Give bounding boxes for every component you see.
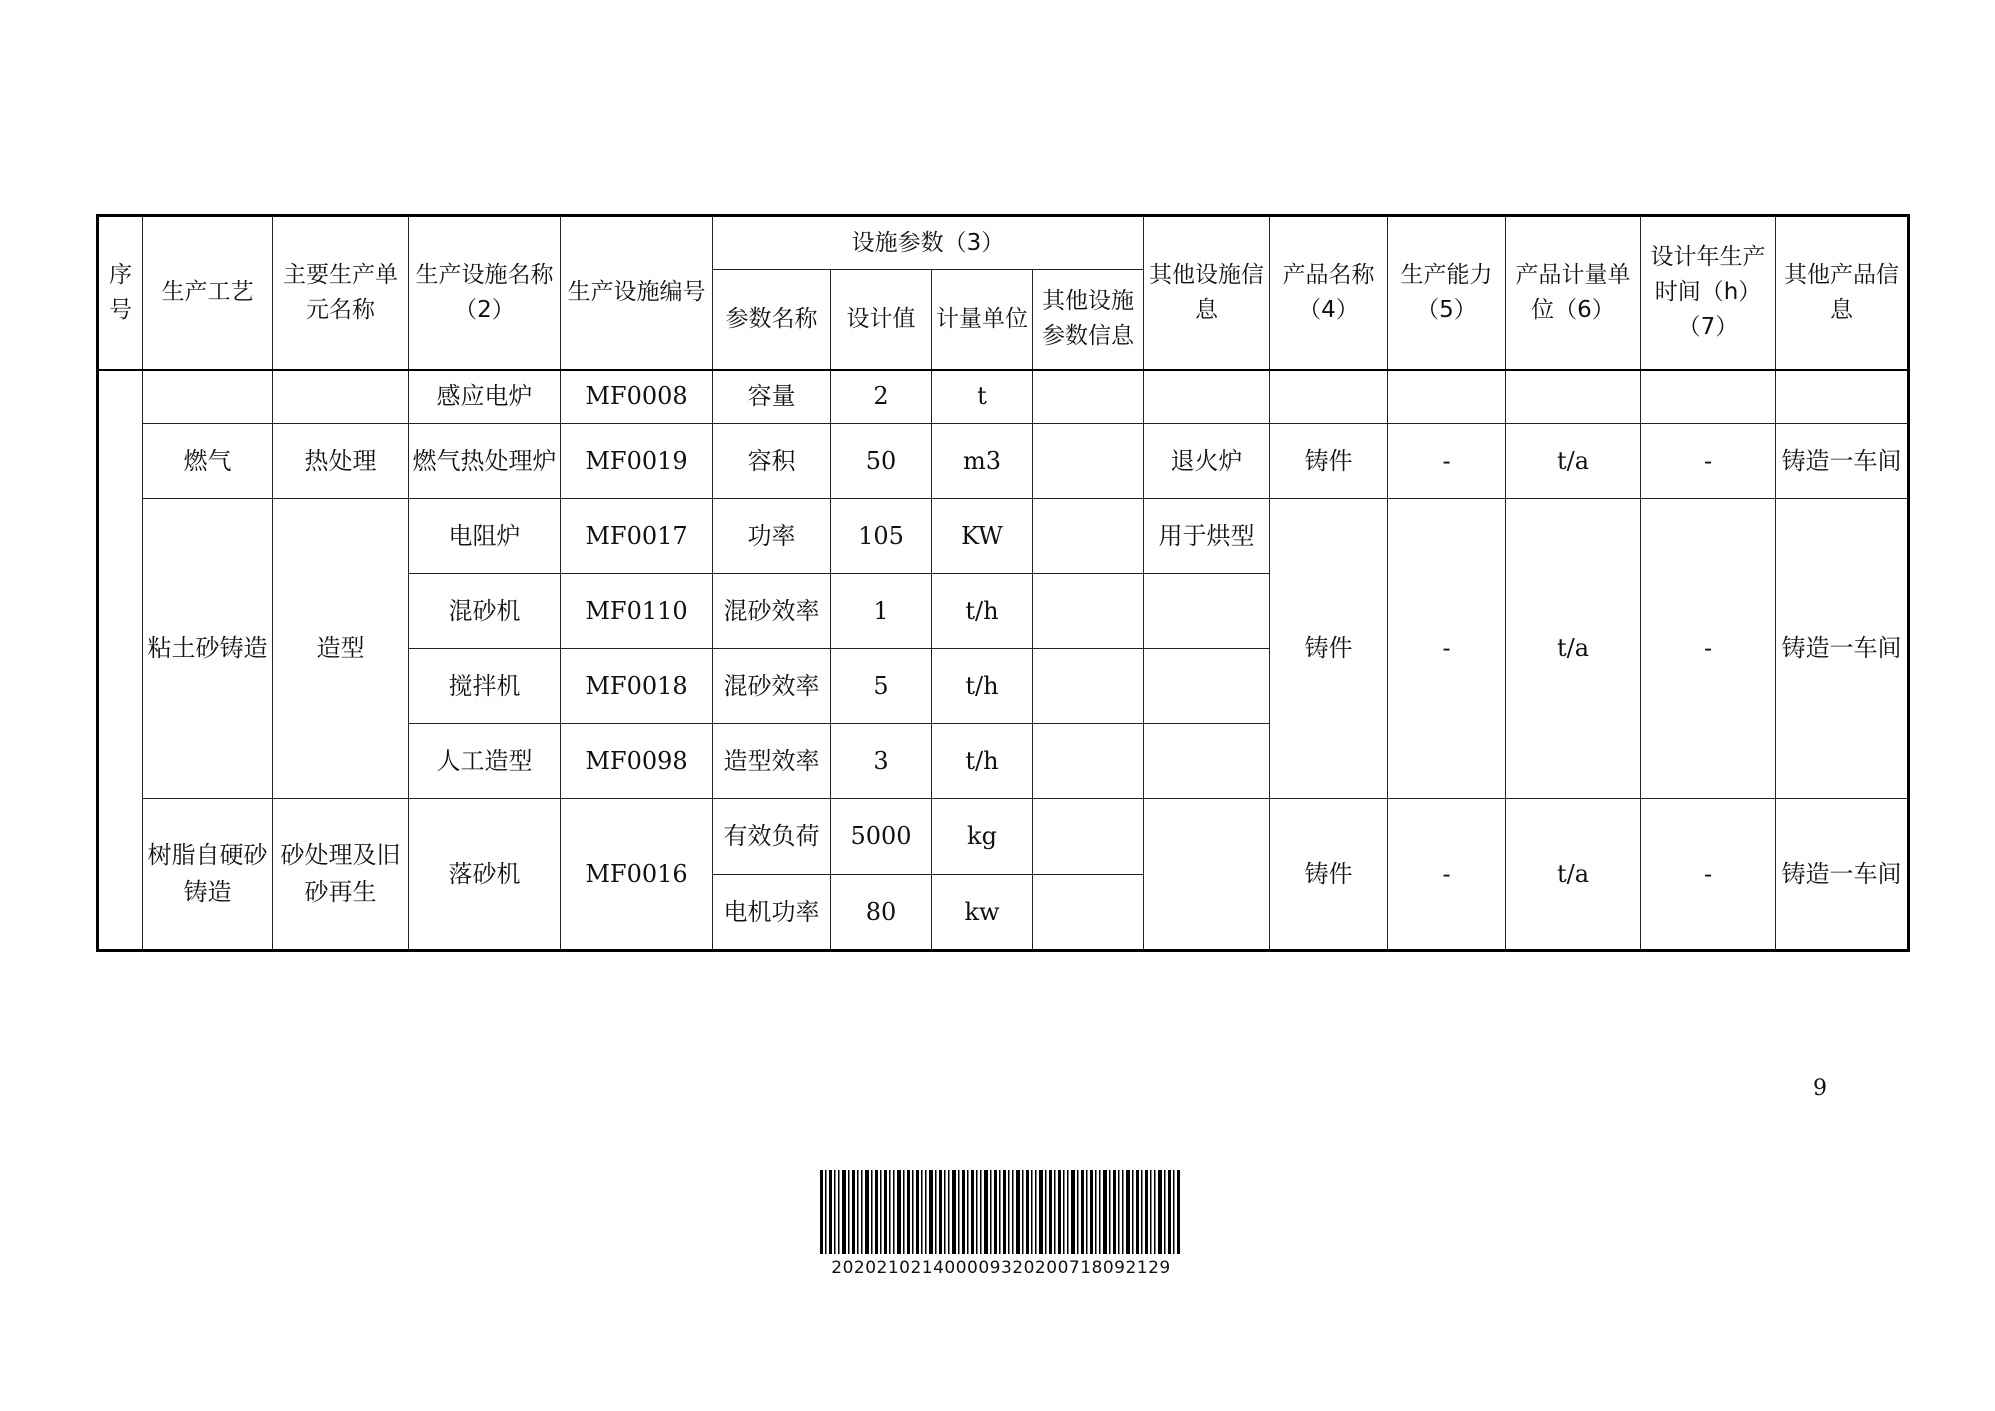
table-row: [98, 424, 1909, 499]
other-param-cell: [1033, 799, 1144, 875]
param-name-cell: 电机功率: [713, 875, 831, 951]
other-product-cell: 铸造一车间: [1776, 499, 1909, 799]
product-unit-cell: t/a: [1506, 499, 1641, 799]
design-value-cell: 3: [831, 724, 932, 799]
facility-code-cell: MF0098: [561, 724, 713, 799]
facility-name-cell: 感应电炉: [409, 370, 561, 424]
unit-cell: t/h: [932, 574, 1033, 649]
facility-name-cell: 燃气热处理炉: [409, 424, 561, 499]
other-param-cell: [1033, 875, 1144, 951]
process-cell: 粘土砂铸造: [143, 499, 273, 799]
header-product-unit: 产品计量单位（6）: [1506, 216, 1641, 370]
facility-name-cell: 人工造型: [409, 724, 561, 799]
facility-name-cell: 混砂机: [409, 574, 561, 649]
header-main-unit: 主要生产单元名称: [273, 216, 409, 370]
facility-name-cell: 搅拌机: [409, 649, 561, 724]
facility-name-cell: 电阻炉: [409, 499, 561, 574]
facility-table: [96, 214, 1910, 952]
header-unit: 计量单位: [932, 270, 1033, 370]
design-hours-cell: -: [1641, 424, 1776, 499]
capacity-cell: -: [1388, 799, 1506, 951]
design-hours-cell: -: [1641, 499, 1776, 799]
header-product-name: 产品名称（4）: [1270, 216, 1388, 370]
other-param-cell: [1033, 499, 1144, 574]
facility-code-cell: MF0016: [561, 799, 713, 951]
param-name-cell: 混砂效率: [713, 574, 831, 649]
main-unit-cell: 造型: [273, 499, 409, 799]
design-value-cell: 2: [831, 370, 932, 424]
table-row: [98, 499, 1909, 574]
unit-cell: m3: [932, 424, 1033, 499]
page-number: 9: [1813, 1076, 1827, 1101]
header-param-name: 参数名称: [713, 270, 831, 370]
facility-code-cell: MF0018: [561, 649, 713, 724]
barcode-number: 20202102140000932020071809212​9: [831, 1258, 1171, 1278]
other-facility-cell: [1144, 799, 1270, 951]
header-other-product-info: 其他产品信息: [1776, 216, 1909, 370]
facility-table-wrapper: [96, 214, 1910, 952]
param-name-cell: 有效负荷: [713, 799, 831, 875]
other-param-cell: [1033, 574, 1144, 649]
design-value-cell: 80: [831, 875, 932, 951]
other-facility-cell: [1144, 724, 1270, 799]
header-other-facility-info: 其他设施信息: [1144, 216, 1270, 370]
table-row: [98, 799, 1909, 875]
process-cell: 燃气: [143, 424, 273, 499]
param-name-cell: 容积: [713, 424, 831, 499]
header-seq: 序号: [98, 216, 143, 370]
design-hours-cell: [1641, 370, 1776, 424]
seq-cell: [98, 370, 143, 951]
header-facility-code: 生产设施编号: [561, 216, 713, 370]
param-name-cell: 功率: [713, 499, 831, 574]
other-facility-cell: [1144, 649, 1270, 724]
table-row: [98, 370, 1909, 424]
facility-code-cell: MF0110: [561, 574, 713, 649]
unit-cell: t/h: [932, 724, 1033, 799]
capacity-cell: [1388, 370, 1506, 424]
product-unit-cell: [1506, 370, 1641, 424]
header-facility-params: 设施参数（3）: [713, 216, 1144, 270]
other-product-cell: [1776, 370, 1909, 424]
main-unit-cell: [273, 370, 409, 424]
header-process: 生产工艺: [143, 216, 273, 370]
capacity-cell: -: [1388, 499, 1506, 799]
product-unit-cell: t/a: [1506, 799, 1641, 951]
other-product-cell: 铸造一车间: [1776, 424, 1909, 499]
other-param-cell: [1033, 724, 1144, 799]
header-facility-name: 生产设施名称（2）: [409, 216, 561, 370]
other-param-cell: [1033, 370, 1144, 424]
process-cell: [143, 370, 273, 424]
design-value-cell: 1: [831, 574, 932, 649]
unit-cell: kg: [932, 799, 1033, 875]
facility-name-cell: 落砂机: [409, 799, 561, 951]
facility-code-cell: MF0017: [561, 499, 713, 574]
param-name-cell: 造型效率: [713, 724, 831, 799]
other-facility-cell: 退火炉: [1144, 424, 1270, 499]
other-facility-cell: [1144, 370, 1270, 424]
product-name-cell: 铸件: [1270, 499, 1388, 799]
product-name-cell: 铸件: [1270, 424, 1388, 499]
unit-cell: kw: [932, 875, 1033, 951]
design-value-cell: 105: [831, 499, 932, 574]
design-value-cell: 50: [831, 424, 932, 499]
other-product-cell: 铸造一车间: [1776, 799, 1909, 951]
capacity-cell: -: [1388, 424, 1506, 499]
barcode-icon: [820, 1170, 1182, 1254]
facility-code-cell: MF0008: [561, 370, 713, 424]
main-unit-cell: 热处理: [273, 424, 409, 499]
unit-cell: t: [932, 370, 1033, 424]
param-name-cell: 容量: [713, 370, 831, 424]
unit-cell: t/h: [932, 649, 1033, 724]
process-cell: 树脂自硬砂铸造: [143, 799, 273, 951]
design-value-cell: 5: [831, 649, 932, 724]
design-hours-cell: -: [1641, 799, 1776, 951]
header-design-hours: 设计年生产时间（h）（7）: [1641, 216, 1776, 370]
other-facility-cell: 用于烘型: [1144, 499, 1270, 574]
param-name-cell: 混砂效率: [713, 649, 831, 724]
product-unit-cell: t/a: [1506, 424, 1641, 499]
product-name-cell: 铸件: [1270, 799, 1388, 951]
unit-cell: KW: [932, 499, 1033, 574]
header-capacity: 生产能力（5）: [1388, 216, 1506, 370]
header-other-param-info: 其他设施参数信息: [1033, 270, 1144, 370]
other-param-cell: [1033, 424, 1144, 499]
product-name-cell: [1270, 370, 1388, 424]
design-value-cell: 5000: [831, 799, 932, 875]
facility-code-cell: MF0019: [561, 424, 713, 499]
header-design-value: 设计值: [831, 270, 932, 370]
other-facility-cell: [1144, 574, 1270, 649]
main-unit-cell: 砂处理及旧砂再生: [273, 799, 409, 951]
other-param-cell: [1033, 649, 1144, 724]
